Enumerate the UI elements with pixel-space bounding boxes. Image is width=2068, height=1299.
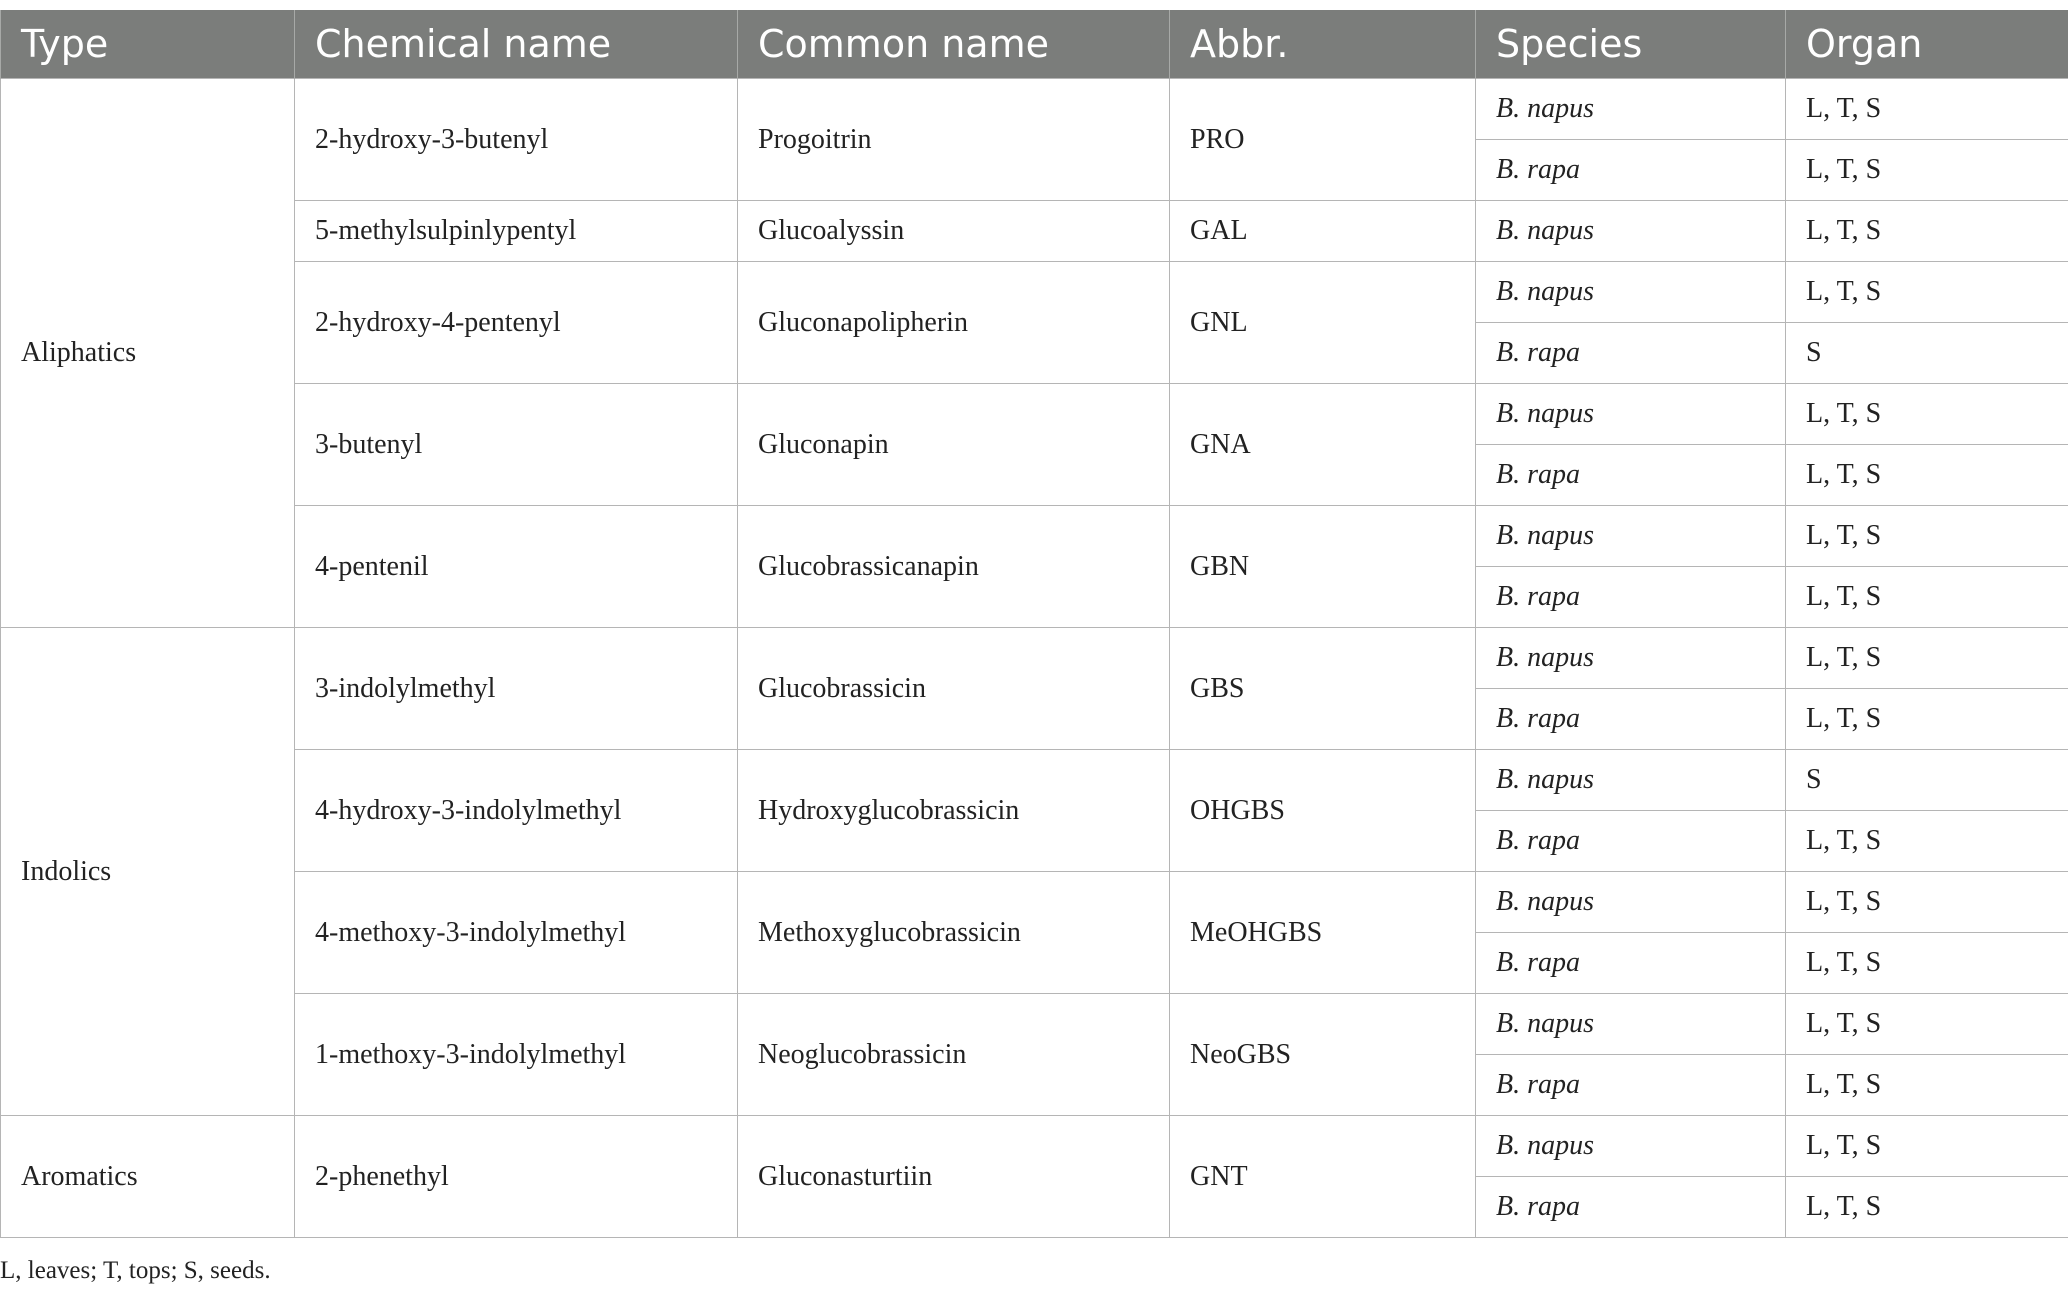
header-species: Species — [1476, 10, 1786, 79]
organ-cell: L, T, S — [1786, 689, 2068, 750]
organ-cell: L, T, S — [1786, 201, 2068, 262]
header-chemical-name: Chemical name — [295, 10, 738, 79]
organ-cell: L, T, S — [1786, 1055, 2068, 1116]
table-row — [1, 994, 2068, 1055]
organ-cell: L, T, S — [1786, 140, 2068, 201]
species-cell: B. napus — [1476, 628, 1786, 689]
chemical-name-cell: 1-methoxy-3-indolylmethyl — [295, 994, 738, 1116]
chemical-name-cell: 4-methoxy-3-indolylmethyl — [295, 872, 738, 994]
table-row — [1, 384, 2068, 445]
chemical-name-cell: 5-methylsulpinlypentyl — [295, 201, 738, 262]
type-cell: Indolics — [1, 628, 295, 1116]
chemical-name-cell: 4-pentenil — [295, 506, 738, 628]
chemical-name-cell: 4-hydroxy-3-indolylmethyl — [295, 750, 738, 872]
common-name-cell: Neoglucobrassicin — [738, 994, 1170, 1116]
header-common-name: Common name — [738, 10, 1170, 79]
organ-cell: L, T, S — [1786, 506, 2068, 567]
organ-cell: L, T, S — [1786, 445, 2068, 506]
chemical-name-cell: 2-hydroxy-3-butenyl — [295, 79, 738, 201]
table-row — [1, 262, 2068, 323]
species-cell: B. napus — [1476, 79, 1786, 140]
header-abbr: Abbr. — [1170, 10, 1476, 79]
common-name-cell: Gluconasturtiin — [738, 1116, 1170, 1238]
organ-cell: S — [1786, 323, 2068, 384]
species-cell: B. rapa — [1476, 933, 1786, 994]
species-cell: B. napus — [1476, 262, 1786, 323]
abbr-cell: NeoGBS — [1170, 994, 1476, 1116]
species-cell: B. rapa — [1476, 811, 1786, 872]
species-cell: B. rapa — [1476, 445, 1786, 506]
glucosinolate-table-container — [0, 10, 2068, 1238]
organ-cell: L, T, S — [1786, 1116, 2068, 1177]
abbr-cell: GAL — [1170, 201, 1476, 262]
header-type: Type — [1, 10, 295, 79]
table-header — [1, 10, 2068, 79]
organ-cell: L, T, S — [1786, 1177, 2068, 1238]
header-row — [1, 10, 2068, 79]
abbr-cell: GBN — [1170, 506, 1476, 628]
species-cell: B. rapa — [1476, 567, 1786, 628]
organ-cell: S — [1786, 750, 2068, 811]
organ-cell: L, T, S — [1786, 811, 2068, 872]
table-row — [1, 628, 2068, 689]
organ-cell: L, T, S — [1786, 994, 2068, 1055]
table-footnote: L, leaves; T, tops; S, seeds. — [0, 1257, 271, 1284]
common-name-cell: Methoxyglucobrassicin — [738, 872, 1170, 994]
organ-cell: L, T, S — [1786, 567, 2068, 628]
species-cell: B. napus — [1476, 1116, 1786, 1177]
table-body — [1, 79, 2068, 1238]
species-cell: B. napus — [1476, 201, 1786, 262]
common-name-cell: Hydroxyglucobrassicin — [738, 750, 1170, 872]
abbr-cell: GNT — [1170, 1116, 1476, 1238]
common-name-cell: Glucobrassicanapin — [738, 506, 1170, 628]
organ-cell: L, T, S — [1786, 262, 2068, 323]
glucosinolate-table — [0, 10, 2068, 1238]
common-name-cell: Gluconapolipherin — [738, 262, 1170, 384]
chemical-name-cell: 2-hydroxy-4-pentenyl — [295, 262, 738, 384]
common-name-cell: Glucobrassicin — [738, 628, 1170, 750]
type-cell: Aromatics — [1, 1116, 295, 1238]
abbr-cell: PRO — [1170, 79, 1476, 201]
table-row — [1, 79, 2068, 140]
common-name-cell: Glucoalyssin — [738, 201, 1170, 262]
organ-cell: L, T, S — [1786, 79, 2068, 140]
chemical-name-cell: 2-phenethyl — [295, 1116, 738, 1238]
species-cell: B. napus — [1476, 750, 1786, 811]
species-cell: B. rapa — [1476, 140, 1786, 201]
abbr-cell: OHGBS — [1170, 750, 1476, 872]
species-cell: B. rapa — [1476, 689, 1786, 750]
common-name-cell: Progoitrin — [738, 79, 1170, 201]
species-cell: B. rapa — [1476, 323, 1786, 384]
organ-cell: L, T, S — [1786, 872, 2068, 933]
species-cell: B. napus — [1476, 384, 1786, 445]
chemical-name-cell: 3-butenyl — [295, 384, 738, 506]
species-cell: B. napus — [1476, 872, 1786, 933]
abbr-cell: MeOHGBS — [1170, 872, 1476, 994]
table-row — [1, 201, 2068, 262]
chemical-name-cell: 3-indolylmethyl — [295, 628, 738, 750]
table-row — [1, 750, 2068, 811]
abbr-cell: GBS — [1170, 628, 1476, 750]
abbr-cell: GNA — [1170, 384, 1476, 506]
table-row — [1, 1116, 2068, 1177]
organ-cell: L, T, S — [1786, 628, 2068, 689]
abbr-cell: GNL — [1170, 262, 1476, 384]
organ-cell: L, T, S — [1786, 384, 2068, 445]
species-cell: B. napus — [1476, 994, 1786, 1055]
header-organ: Organ — [1786, 10, 2068, 79]
organ-cell: L, T, S — [1786, 933, 2068, 994]
table-row — [1, 506, 2068, 567]
type-cell: Aliphatics — [1, 79, 295, 628]
species-cell: B. rapa — [1476, 1055, 1786, 1116]
table-row — [1, 872, 2068, 933]
common-name-cell: Gluconapin — [738, 384, 1170, 506]
species-cell: B. rapa — [1476, 1177, 1786, 1238]
species-cell: B. napus — [1476, 506, 1786, 567]
